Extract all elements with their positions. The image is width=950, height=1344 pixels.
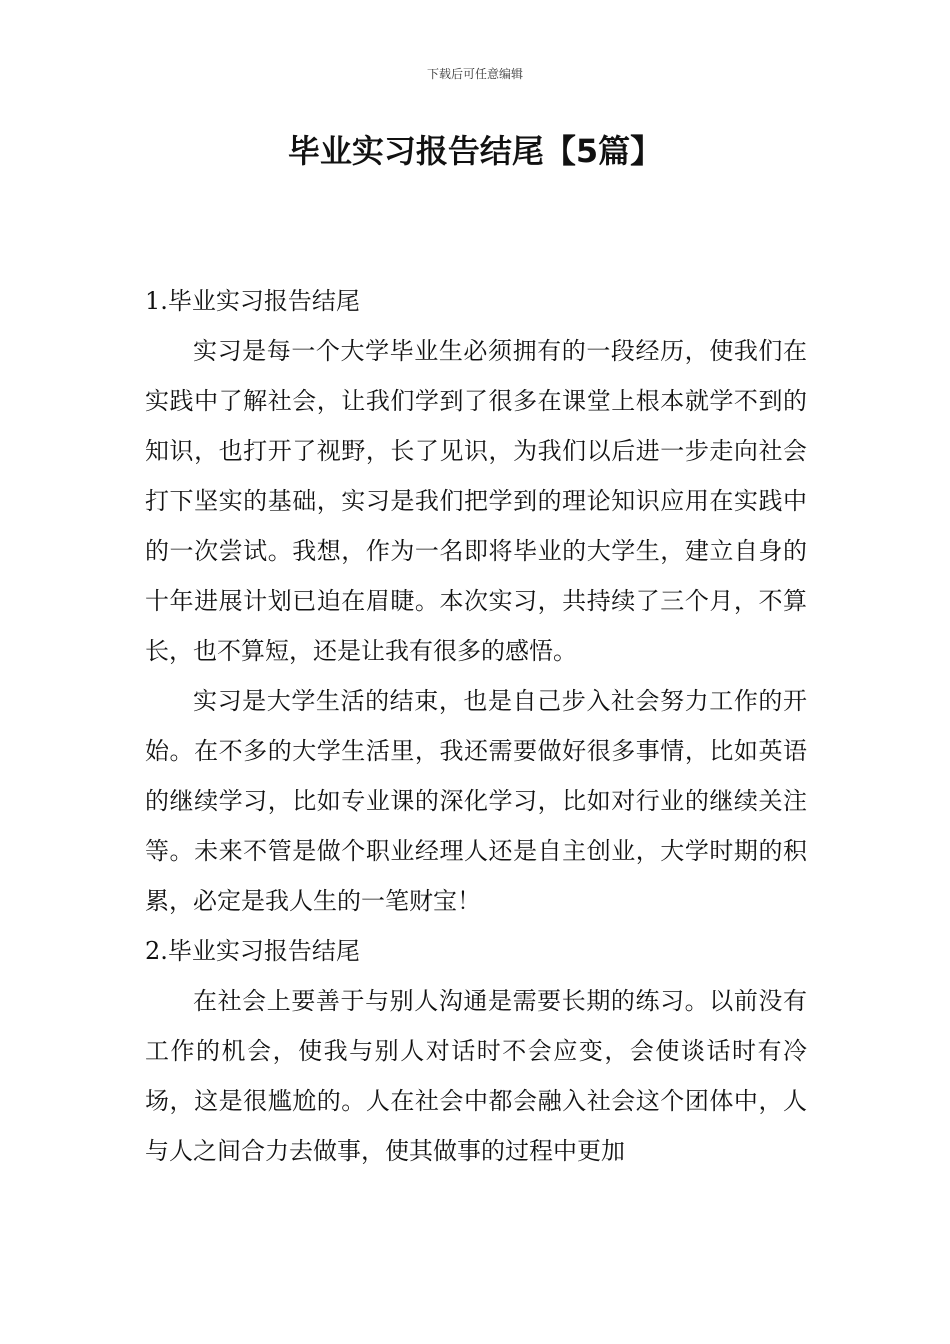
- section-heading: 2.毕业实习报告结尾: [145, 937, 360, 965]
- section-1: [145, 276, 807, 926]
- header-note: 下载后可任意编辑: [426, 67, 523, 81]
- paragraph: 在社会上要善于与别人沟通是需要长期的练习。以前没有工作的机会，使我与别人对话时不会应变，会使谈话时有冷场，这是很尴尬的。人在社会中都会融入社会这个团体中，人与人之间合力去做事，使其做事的过程中更加: [145, 987, 807, 1165]
- paragraph: 实习是每一个大学毕业生必须拥有的一段经历，使我们在实践中了解社会，让我们学到了很多在课堂上根本就学不到的知识，也打开了视野，长了见识，为我们以后进一步走向社会打下坚实的基础，实习是我们把学到的理论知识应用在实践中的一次尝试。我想，作为一名即将毕业的大学生，建立自身的十年进展计划已迫在眉睫。本次实习，共持续了三个月，不算长，也不算短，还是让我有很多的感悟。: [145, 337, 807, 665]
- paragraph: 实习是大学生活的结束，也是自己步入社会努力工作的开始。在不多的大学生活里，我还需要做好很多事情，比如英语的继续学习，比如专业课的深化学习，比如对行业的继续关注等。未来不管是做个职业经理人还是自主创业，大学时期的积累，必定是我人生的一笔财宝！: [145, 687, 807, 915]
- document-body: [145, 276, 807, 1176]
- section-heading: 1.毕业实习报告结尾: [145, 287, 360, 315]
- document-title: 毕业实习报告结尾【5篇】: [287, 132, 663, 170]
- section-2: [145, 926, 807, 1176]
